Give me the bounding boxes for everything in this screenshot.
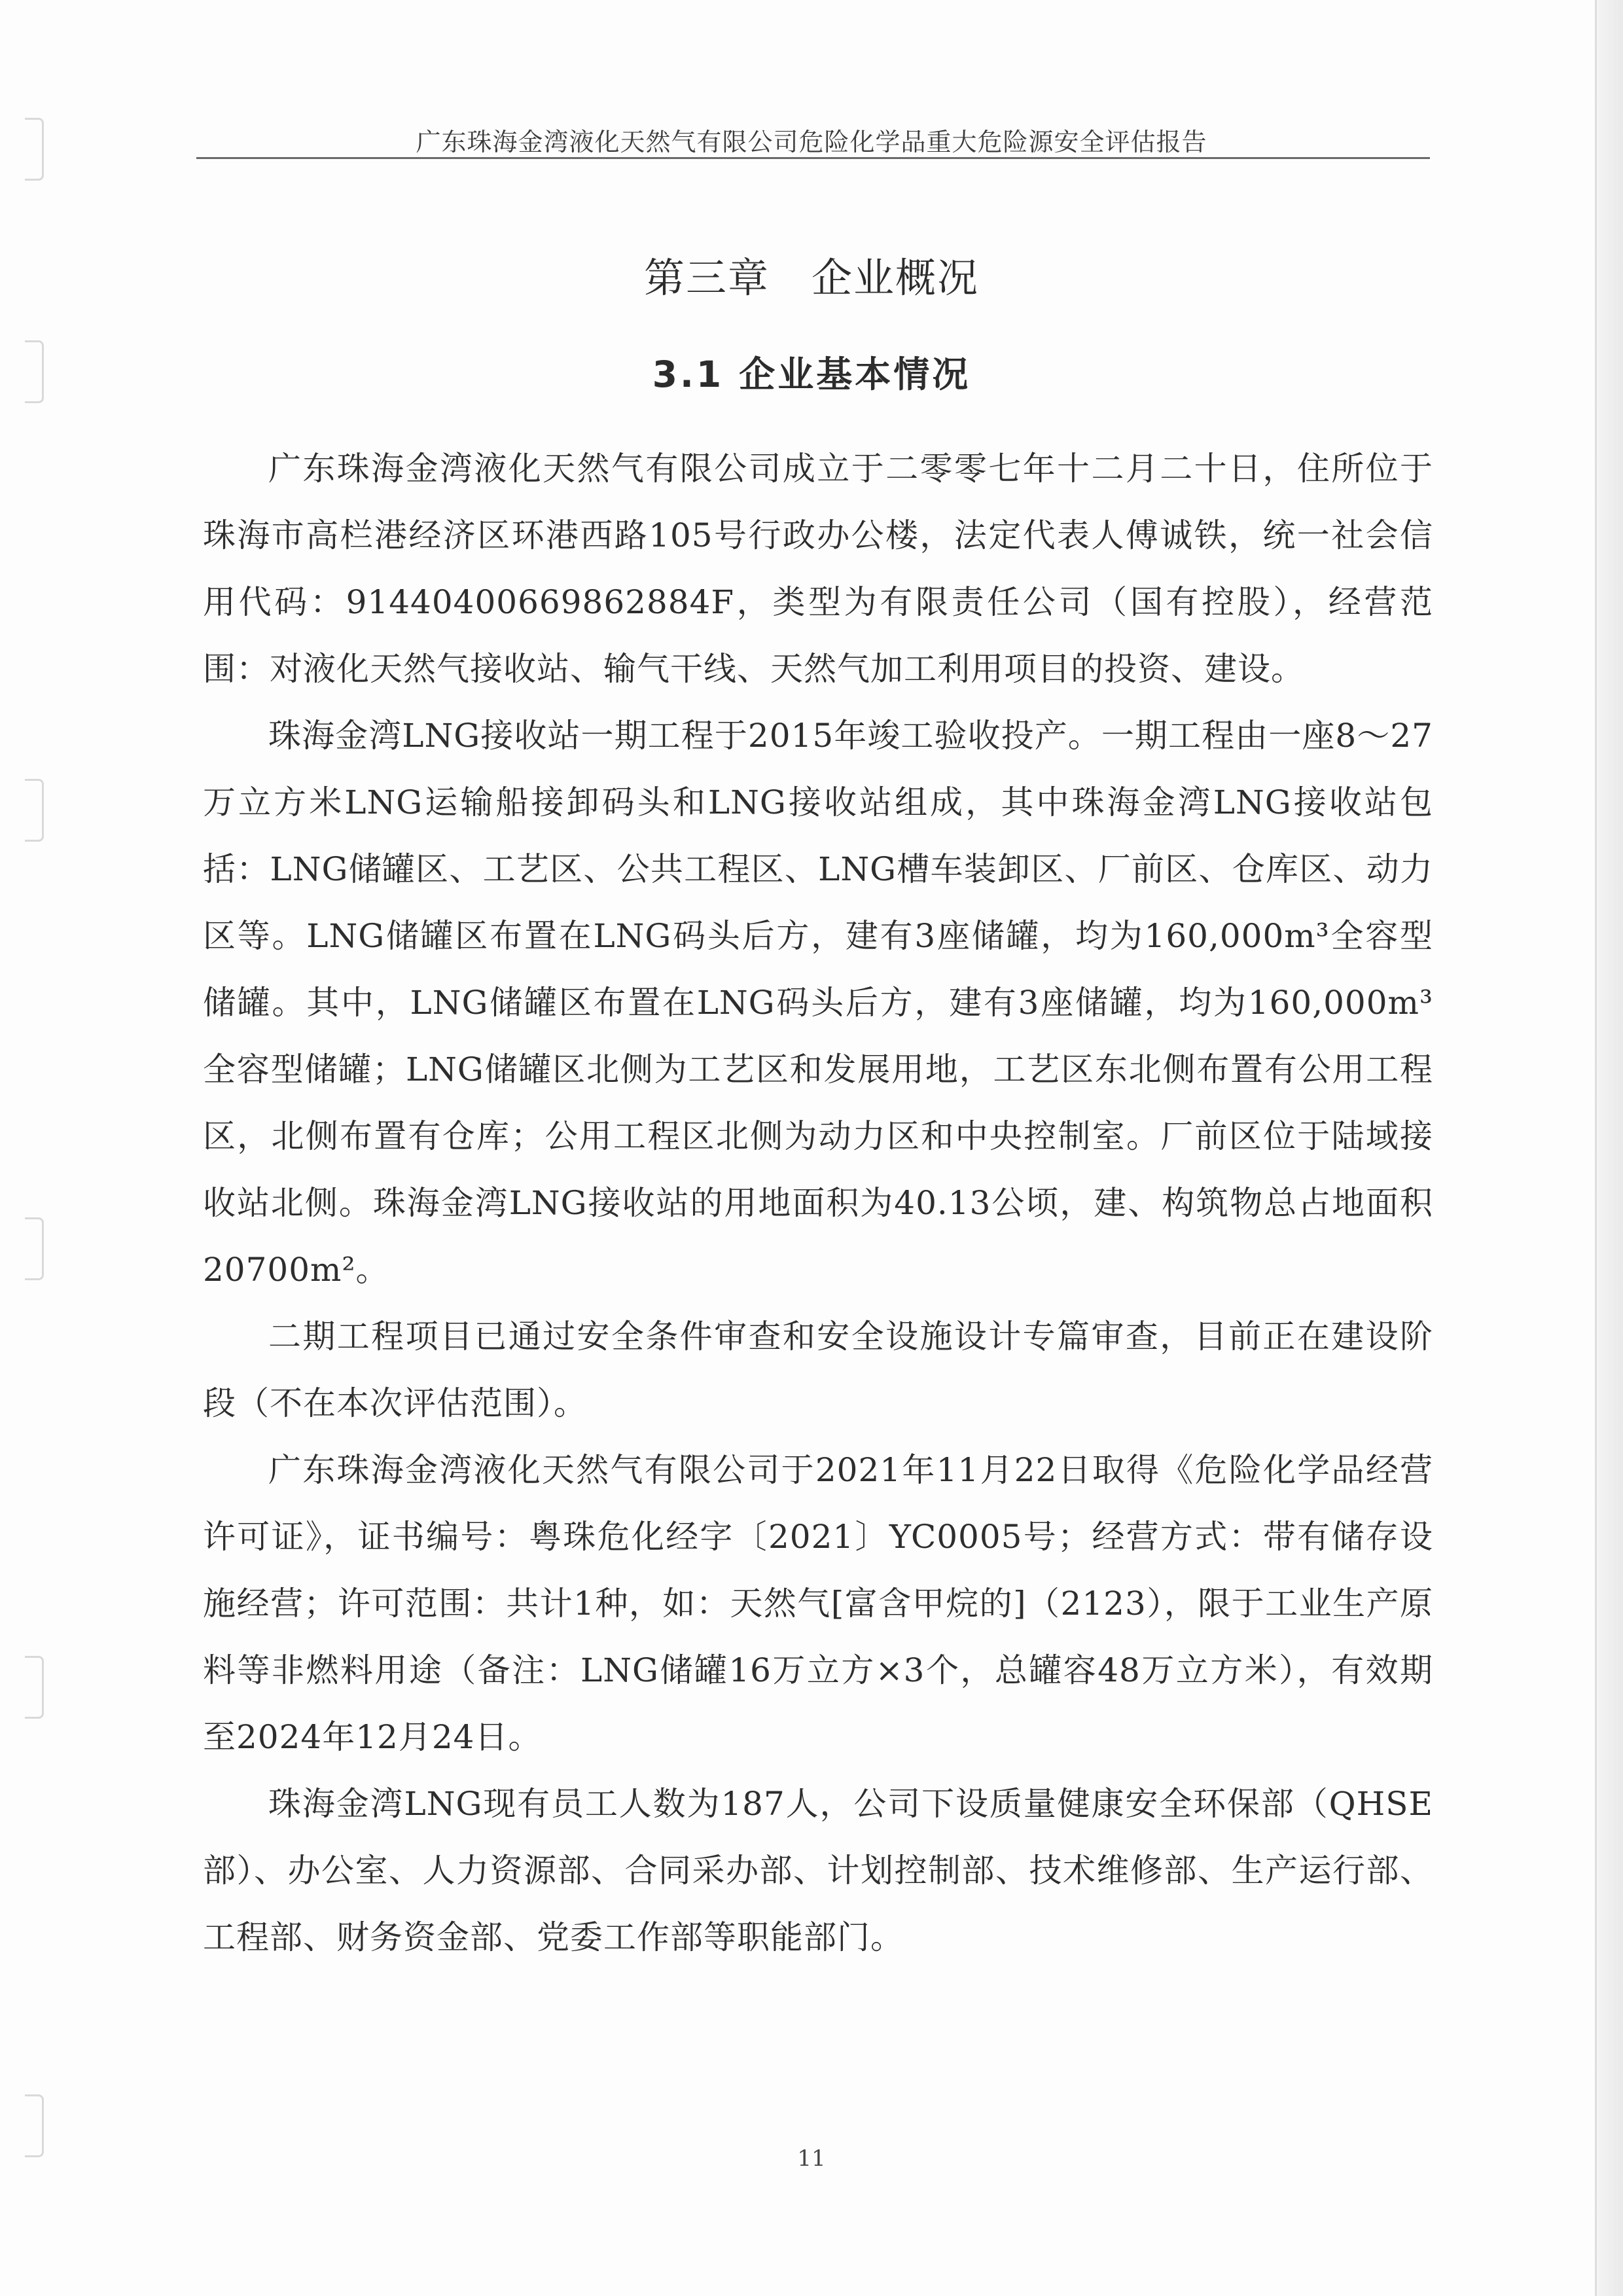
binding-mark (25, 779, 44, 842)
paragraph-license: 广东珠海金湾液化天然气有限公司于2021年11月22日取得《危险化学品经营许可证》，证书编号：粤珠危化经字〔2021〕YC0005号；经营方式：带有储存设施经营；许可范围：共计1种，如：天然气[富含甲烷的]（2123），限于工业生产原料等非燃料用途（备注：LNG储罐16万立方×3个，总罐容48万立方米），有效期至2024年12月24日。 (203, 1451, 1433, 1756)
header-rule (196, 157, 1430, 159)
running-header: 广东珠海金湾液化天然气有限公司危险化学品重大危险源安全评估报告 (416, 128, 1207, 156)
binding-mark (25, 1217, 44, 1280)
body-text (203, 435, 1433, 1971)
binding-mark (25, 1656, 44, 1719)
chapter-title: 第三章 企业概况 (643, 254, 979, 302)
section-title: 3.1 企业基本情况 (652, 353, 971, 395)
binding-mark (25, 2094, 44, 2157)
paragraph-company-info: 广东珠海金湾液化天然气有限公司成立于二零零七年十二月二十日，住所位于珠海市高栏港经济区环港西路105号行政办公楼，法定代表人傅诚铁，统一社会信用代码：91440400669862884F，类型为有限责任公司（国有控股），经营范围：对液化天然气接收站、输气干线、天然气加工利用项目的投资、建设。 (203, 450, 1433, 688)
binding-mark (25, 340, 44, 403)
paragraph-phase-two: 二期工程项目已通过安全条件审查和安全设施设计专篇审查，目前正在建设阶段（不在本次评估范围）。 (203, 1318, 1433, 1422)
binding-mark (25, 118, 44, 181)
page-number: 11 (797, 2145, 826, 2172)
paragraph-staff: 珠海金湾LNG现有员工人数为187人，公司下设质量健康安全环保部（QHSE部）、办公室、人力资源部、合同采办部、计划控制部、技术维修部、生产运行部、工程部、财务资金部、党委工作部等职能部门。 (203, 1785, 1433, 1956)
scan-edge (1597, 0, 1623, 2296)
paragraph-phase-one: 珠海金湾LNG接收站一期工程于2015年竣工验收投产。一期工程由一座8～27万立方米LNG运输船接卸码头和LNG接收站组成，其中珠海金湾LNG接收站包括：LNG储罐区、工艺区、公共工程区、LNG槽车装卸区、厂前区、仓库区、动力区等。LNG储罐区布置在LNG码头后方，建有3座储罐，均为160,000m³全容型储罐。其中，LNG储罐区布置在LNG码头后方，建有3座储罐，均为160,000m³全容型储罐；LNG储罐区北侧为工艺区和发展用地，工艺区东北侧布置有公用工程区，北侧布置有仓库；公用工程区北侧为动力区和中央控制室。厂前区位于陆域接收站北侧。珠海金湾LNG接收站的用地面积为40.13公顷，建、构筑物总占地面积20700m²。 (203, 717, 1433, 1289)
